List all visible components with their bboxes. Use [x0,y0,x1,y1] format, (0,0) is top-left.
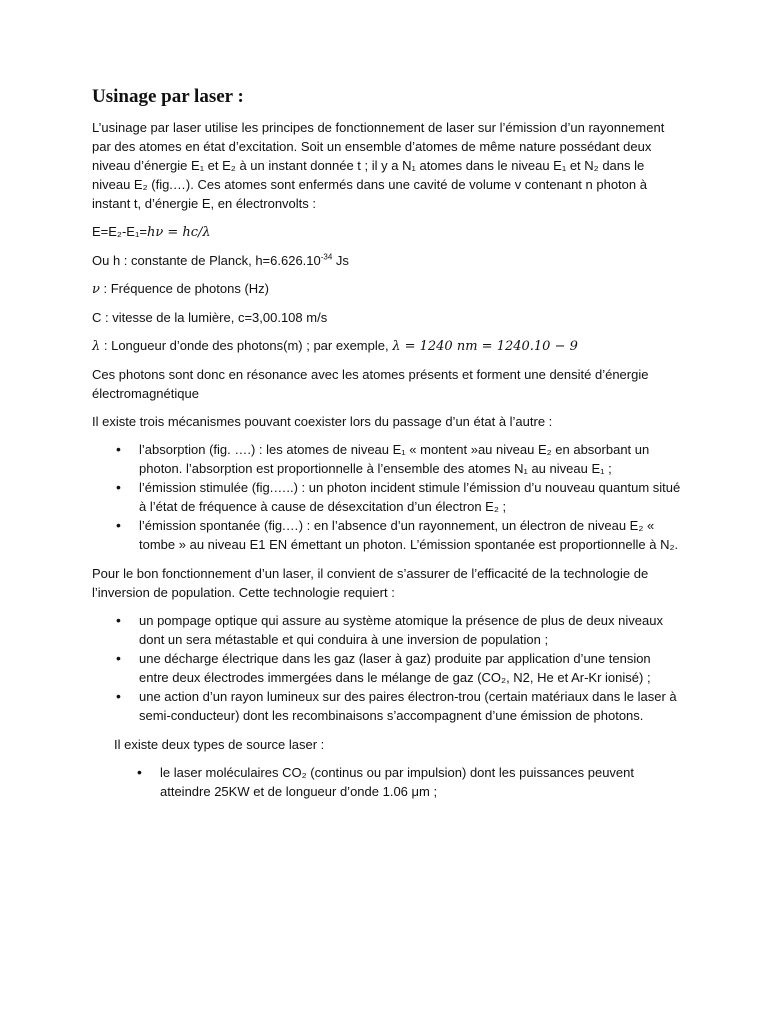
list-item: • un pompage optique qui assure au système atomique la présence de plus de deux niveaux dont un sera métastable et qui conduira à une inversion de population ; [92,611,682,649]
document-body [92,118,682,811]
sources-list [92,763,682,801]
energy-equation-math: hν = hc/λ [146,225,211,240]
list-item: • une action d’un rayon lumineux sur des paires électron-trou (certain matériaux dans le laser à semi-conducteur) dont les recombinaisons s’accompagnent d’une émission de photons. [92,687,682,725]
sources-intro: Il existe deux types de source laser : [114,737,325,752]
mechanisms-list [92,440,682,554]
energy-equation [92,222,682,242]
resonance-paragraph: Ces photons sont donc en résonance avec les atomes présents et forment une densité d’énergie électromagnétique [92,367,649,401]
wavelength-text: : Longueur d’onde des photons(m) ; par exemple, [100,338,393,353]
planck-constant [92,251,682,270]
planck-exponent: -34 [320,252,333,262]
wavelength-definition [92,336,682,356]
list-item: • l’absorption (fig. ….) : les atomes de niveau E₁ « montent »au niveau E₂ en absorbant un photon. l’absorption est proportionnelle à l’ensemble des atomes N₁ au niveau E₁ ; [92,440,682,478]
frequency-definition [92,279,682,299]
mechanisms-intro: Il existe trois mécanismes pouvant coexister lors du passage d’un état à l’autre : [92,414,553,429]
light-speed-definition: C : vitesse de la lumière, c=3,00.108 m/s [92,310,328,325]
requirements-list [92,611,682,725]
wavelength-example-math: λ = 1240 nm = 1240.10 − 9 [392,339,578,354]
page-title: Usinage par laser : [92,86,244,107]
list-item: • le laser moléculaires CO₂ (continus ou par impulsion) dont les puissances peuvent atteindre 25KW et de longueur d’onde 1.06 μm ; [92,763,682,801]
intro-paragraph: L’usinage par laser utilise les principes de fonctionnement de laser sur l’émission d’un rayonnement par des atomes en état d’excitation. Soit un ensemble d’atomes de même nature possédant deux niveau d’énergie E₁ et E₂ à un instant donnée t ; il y a N₁ atomes dans le niveau E₁ et N₂ dans le niveau E₂ (fig.…). Ces atomes sont enfermés dans une cavité de volume v contenant n photon à instant t, d’énergie E, en électronvolts : [92,120,665,211]
list-item: • l’émission spontanée (fig.…) : en l’absence d’un rayonnement, un électron de niveau E₂ « tombe » au niveau E1 EN émettant un photon. L’émission spontanée est proportionnelle à N₂. [92,516,682,554]
frequency-symbol: ν [92,282,100,297]
inversion-intro: Pour le bon fonctionnement d’un laser, il convient de s’assurer de l’efficacité de la technologie de l’inversion de population. Cette technologie requiert : [92,566,649,600]
frequency-text: : Fréquence de photons (Hz) [99,281,269,296]
energy-equation-prefix: E=E₂-E₁= [92,224,147,239]
planck-text: Ou h : constante de Planck, h=6.626.10 [92,253,321,268]
wavelength-symbol: λ [92,339,101,354]
planck-unit: Js [332,253,349,268]
list-item: • une décharge électrique dans les gaz (laser à gaz) produite par application d’une tension entre deux électrodes immergées dans le mélange de gaz (CO₂, N2, He et Ar-Kr ionisé) ; [92,649,682,687]
list-item: • l’émission stimulée (fig.…..) : un photon incident stimule l’émission d’u nouveau quantum situé à l’état de fréquence à cause de désexcitation d’un électron E₂ ; [92,478,682,516]
